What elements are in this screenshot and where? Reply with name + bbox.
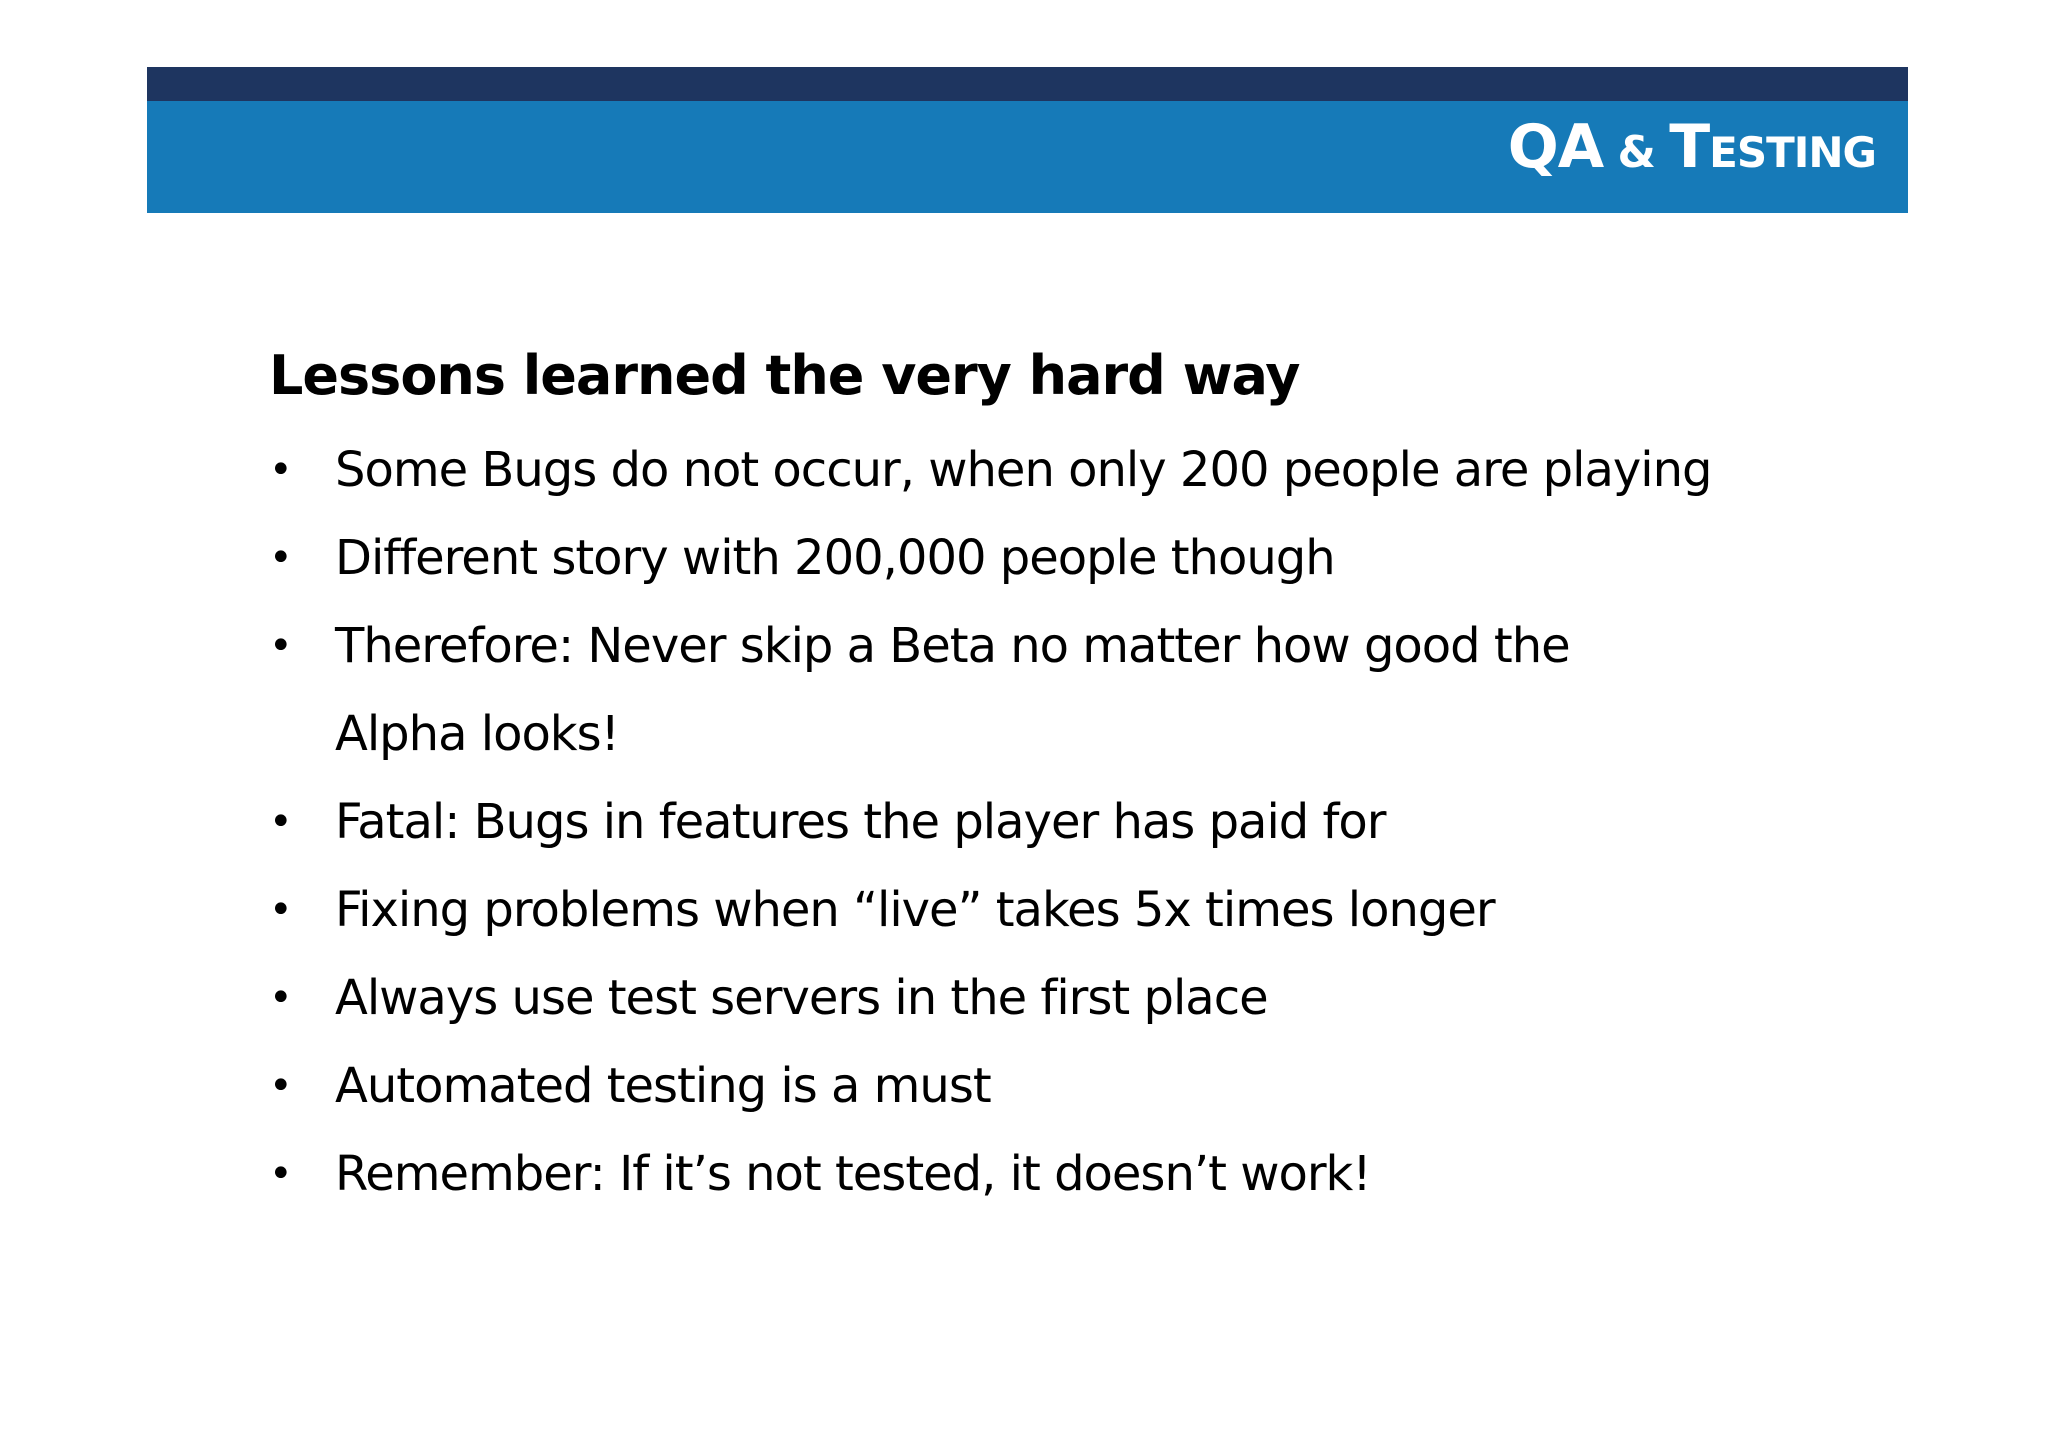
bullet-point-icon: • [269, 623, 292, 669]
bullet-item [269, 602, 1869, 778]
bullet-list [269, 426, 1869, 1218]
bullet-text: Always use test servers in the first place [335, 970, 1268, 1026]
title-testing: Testing [1669, 112, 1876, 182]
bullet-point-icon: • [269, 447, 292, 493]
bullet-text: Fatal: Bugs in features the player has paid for [335, 794, 1386, 850]
bullet-point-icon: • [269, 799, 292, 845]
slide-content [269, 338, 1869, 1218]
header-band [147, 67, 1908, 213]
bullet-point-icon: • [269, 1063, 292, 1109]
bullet-item [269, 514, 1869, 602]
bullet-text: Some Bugs do not occur, when only 200 people are playing [335, 442, 1712, 498]
slide-section-title [1507, 112, 1876, 182]
bullet-item [269, 426, 1869, 514]
title-ampersand: & [1603, 127, 1670, 178]
slide-heading: Lessons learned the very hard way [269, 344, 1300, 407]
bullet-text: Remember: If it’s not tested, it doesn’t work! [335, 1146, 1371, 1202]
bullet-text-continuation: Alpha looks! [335, 706, 619, 762]
header-top-strip [147, 67, 1908, 101]
bullet-point-icon: • [269, 535, 292, 581]
bullet-item [269, 866, 1869, 954]
bullet-text: Therefore: Never skip a Beta no matter how good the [335, 618, 1570, 674]
bullet-text: Automated testing is a must [335, 1058, 991, 1114]
bullet-item [269, 778, 1869, 866]
bullet-item [269, 954, 1869, 1042]
bullet-item [269, 1130, 1869, 1218]
bullet-item [269, 1042, 1869, 1130]
bullet-text: Fixing problems when “live” takes 5x times longer [335, 882, 1495, 938]
title-qa: QA [1507, 112, 1604, 182]
bullet-point-icon: • [269, 1151, 292, 1197]
bullet-text: Different story with 200,000 people though [335, 530, 1335, 586]
bullet-point-icon: • [269, 975, 292, 1021]
bullet-point-icon: • [269, 887, 292, 933]
